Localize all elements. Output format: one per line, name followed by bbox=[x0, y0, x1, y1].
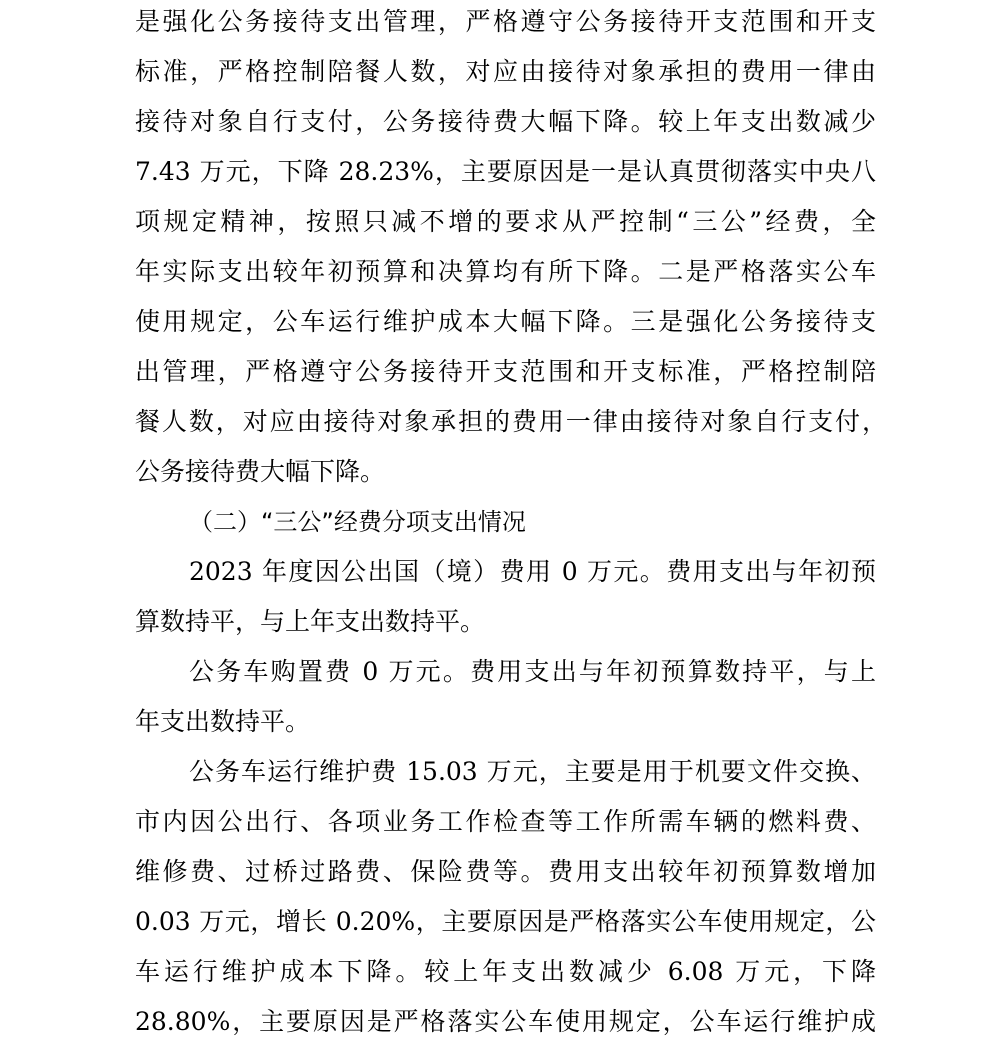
paragraph-line: 2023 年度因公出国（境）费用 0 万元。费用支出与年初预 bbox=[189, 557, 876, 586]
paragraph-line: 标准，严格控制陪餐人数，对应由接待对象承担的费用一律由 bbox=[135, 57, 876, 86]
paragraph-line: 接待对象自行支付，公务接待费大幅下降。较上年支出数减少 bbox=[135, 107, 876, 136]
paragraph-line: 公务接待费大幅下降。 bbox=[135, 457, 386, 486]
paragraph-line: 项规定精神，按照只减不增的要求从严控制“三公”经费，全 bbox=[135, 207, 876, 236]
paragraph-line: 出管理，严格遵守公务接待开支范围和开支标准，严格控制陪 bbox=[135, 357, 876, 386]
paragraph-line: 28.80%，主要原因是严格落实公车使用规定，公车运行维护成 bbox=[135, 1007, 876, 1036]
paragraph-line: 公务车运行维护费 15.03 万元，主要是用于机要文件交换、 bbox=[189, 757, 876, 786]
paragraph-line: 算数持平，与上年支出数持平。 bbox=[135, 607, 486, 636]
document-page bbox=[135, 0, 887, 1043]
paragraph-line: 市内因公出行、各项业务工作检查等工作所需车辆的燃料费、 bbox=[135, 807, 876, 836]
paragraph-line: 是强化公务接待支出管理，严格遵守公务接待开支范围和开支 bbox=[135, 7, 876, 36]
paragraph-line: 维修费、过桥过路费、保险费等。费用支出较年初预算数增加 bbox=[135, 857, 876, 886]
paragraph-line: 0.03 万元，增长 0.20%，主要原因是严格落实公车使用规定，公 bbox=[135, 907, 876, 936]
paragraph-line: 使用规定，公车运行维护成本大幅下降。三是强化公务接待支 bbox=[135, 307, 876, 336]
paragraph-line: 餐人数，对应由接待对象承担的费用一律由接待对象自行支付， bbox=[135, 407, 887, 436]
paragraph-line: 7.43 万元，下降 28.23%，主要原因是一是认真贯彻落实中央八 bbox=[135, 157, 876, 186]
paragraph-line: 车运行维护成本下降。较上年支出数减少 6.08 万元，下降 bbox=[135, 957, 876, 986]
paragraph-line: 年实际支出较年初预算和决算均有所下降。二是严格落实公车 bbox=[135, 257, 876, 286]
paragraph-line: 公务车购置费 0 万元。费用支出与年初预算数持平，与上 bbox=[189, 657, 876, 686]
paragraph-line: 年支出数持平。 bbox=[135, 707, 311, 736]
section-heading: （二）“三公”经费分项支出情况 bbox=[189, 508, 526, 536]
